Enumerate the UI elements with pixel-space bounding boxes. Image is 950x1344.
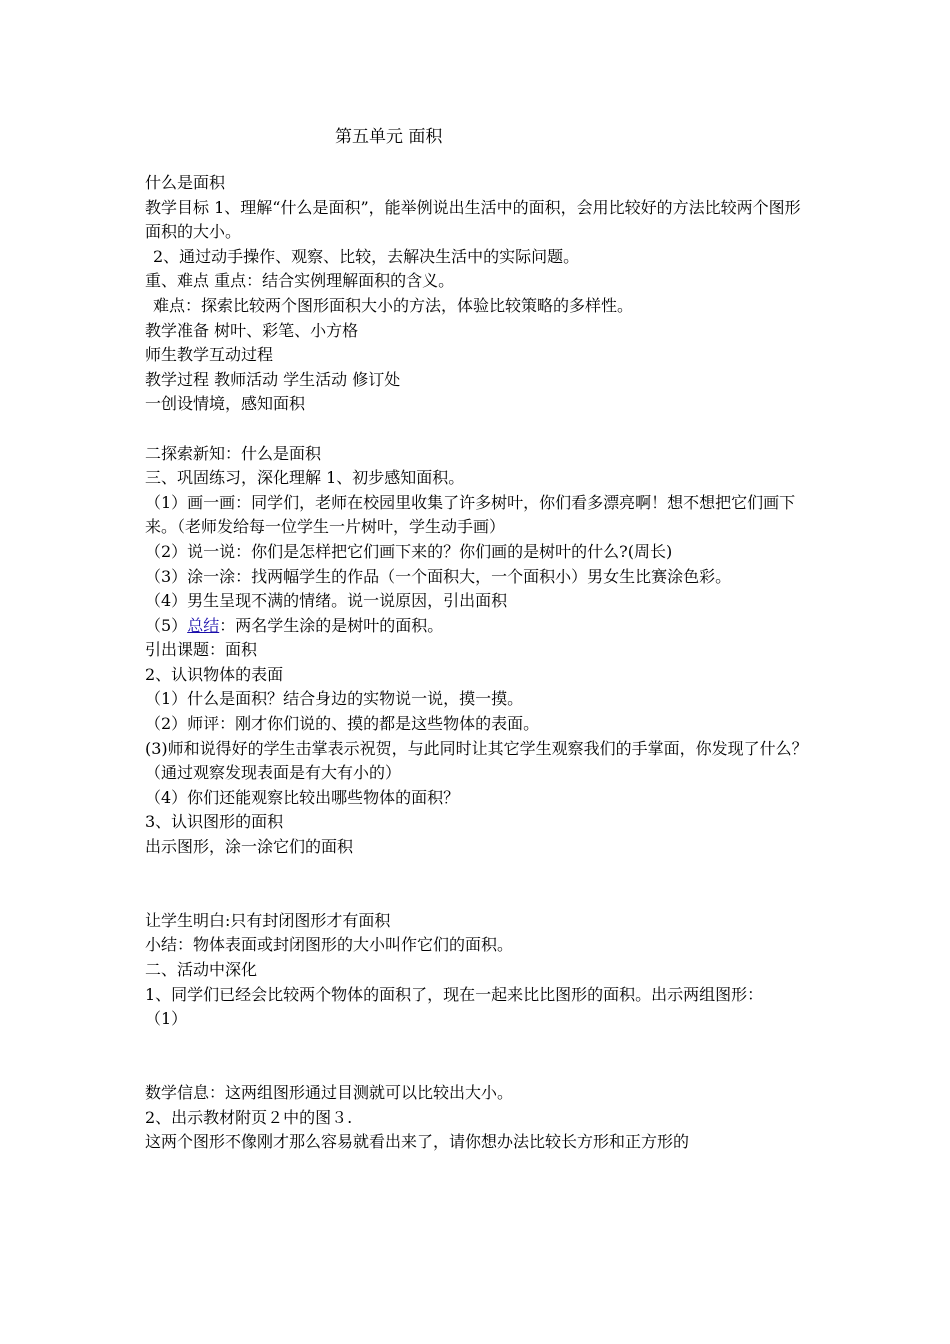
blank-space [145,1032,810,1081]
text-line: （2）师评：刚才你们说的、摸的都是这些物体的表面。 [145,714,540,734]
text-line: （4）你们还能观察比较出哪些物体的面积？ [145,787,460,807]
text-line: 一创设情境，感知面积 [145,394,306,414]
summary-line [145,614,810,639]
text-line: （1）画一画：同学们，老师在校园里收集了许多树叶，你们看多漂亮啊！想不想把它们画下来。（老师发给每一位学生一片树叶，学生动手画） [145,492,796,537]
text-line: 三、巩固练习，深化理解 1、初步感知面积。 [145,468,465,488]
text-line: 重、难点 重点：结合实例理解面积的含义。 [145,271,455,291]
text-line: （1） [145,1009,188,1029]
text-line: 教学过程 教师活动 学生活动 修订处 [145,369,401,389]
text-line: 数学信息：这两组图形通过目测就可以比较出大小。 [145,1082,514,1102]
text-line: 2、认识物体的表面 [145,664,284,684]
text-line: 二探索新知：什么是面积 [145,443,322,463]
text-line: 2、通过动手操作、观察、比较，去解决生活中的实际问题。 [153,246,580,266]
text-line: 小结：物体表面或封闭图形的大小叫作它们的面积。 [145,935,514,955]
text-line: 教学目标 1、理解“什么是面积”，能举例说出生活中的面积，会用比较好的方法比较两个图形面积的大小。 [145,197,801,242]
summary-link[interactable]: 总结 [187,615,220,635]
text-line: （4）男生呈现不满的情绪。说一说原因，引出面积 [145,591,508,611]
document-body [145,171,810,1155]
summary-prefix: （5） [145,615,188,635]
text-line: (3)师和说得好的学生击掌表示祝贺，与此同时让其它学生观察我们的手掌面，你发现了什么？（通过观察发现表面是有大有小的） [145,738,808,783]
blank-space [145,860,810,909]
text-line: 3、认识图形的面积 [145,812,284,832]
summary-suffix: ：两名学生涂的是树叶的面积。 [219,615,444,635]
text-line: （1）什么是面积？结合身边的实物说一说，摸一摸。 [145,689,524,709]
text-line: 师生教学互动过程 [145,345,274,365]
text-line: 这两个图形不像刚才那么容易就看出来了，请你想办法比较长方形和正方形的 [145,1132,690,1152]
section-heading: 什么是面积 [145,173,226,192]
page-title: 第五单元 面积 [335,127,443,147]
text-line: 1、同学们已经会比较两个物体的面积了，现在一起来比比图形的面积。出示两组图形： [145,984,764,1004]
blank-space [145,417,810,442]
text-line: 2、出示教材附页２中的图３. [145,1107,353,1127]
text-line: （2）说一说：你们是怎样把它们画下来的？你们画的是树叶的什么?(周长) [145,541,673,561]
text-line: 引出课题：面积 [145,640,258,660]
text-line: （3）涂一涂：找两幅学生的作品（一个面积大，一个面积小）男女生比赛涂色彩。 [145,566,732,586]
text-line: 教学准备 树叶、彩笔、小方格 [145,320,359,340]
text-line: 二、活动中深化 [145,960,258,979]
text-line: 难点：探索比较两个图形面积大小的方法，体验比较策略的多样性。 [153,295,634,315]
text-line: 出示图形，涂一涂它们的面积 [145,837,354,857]
text-line: 让学生明白:只有封闭图形才有面积 [145,910,391,930]
